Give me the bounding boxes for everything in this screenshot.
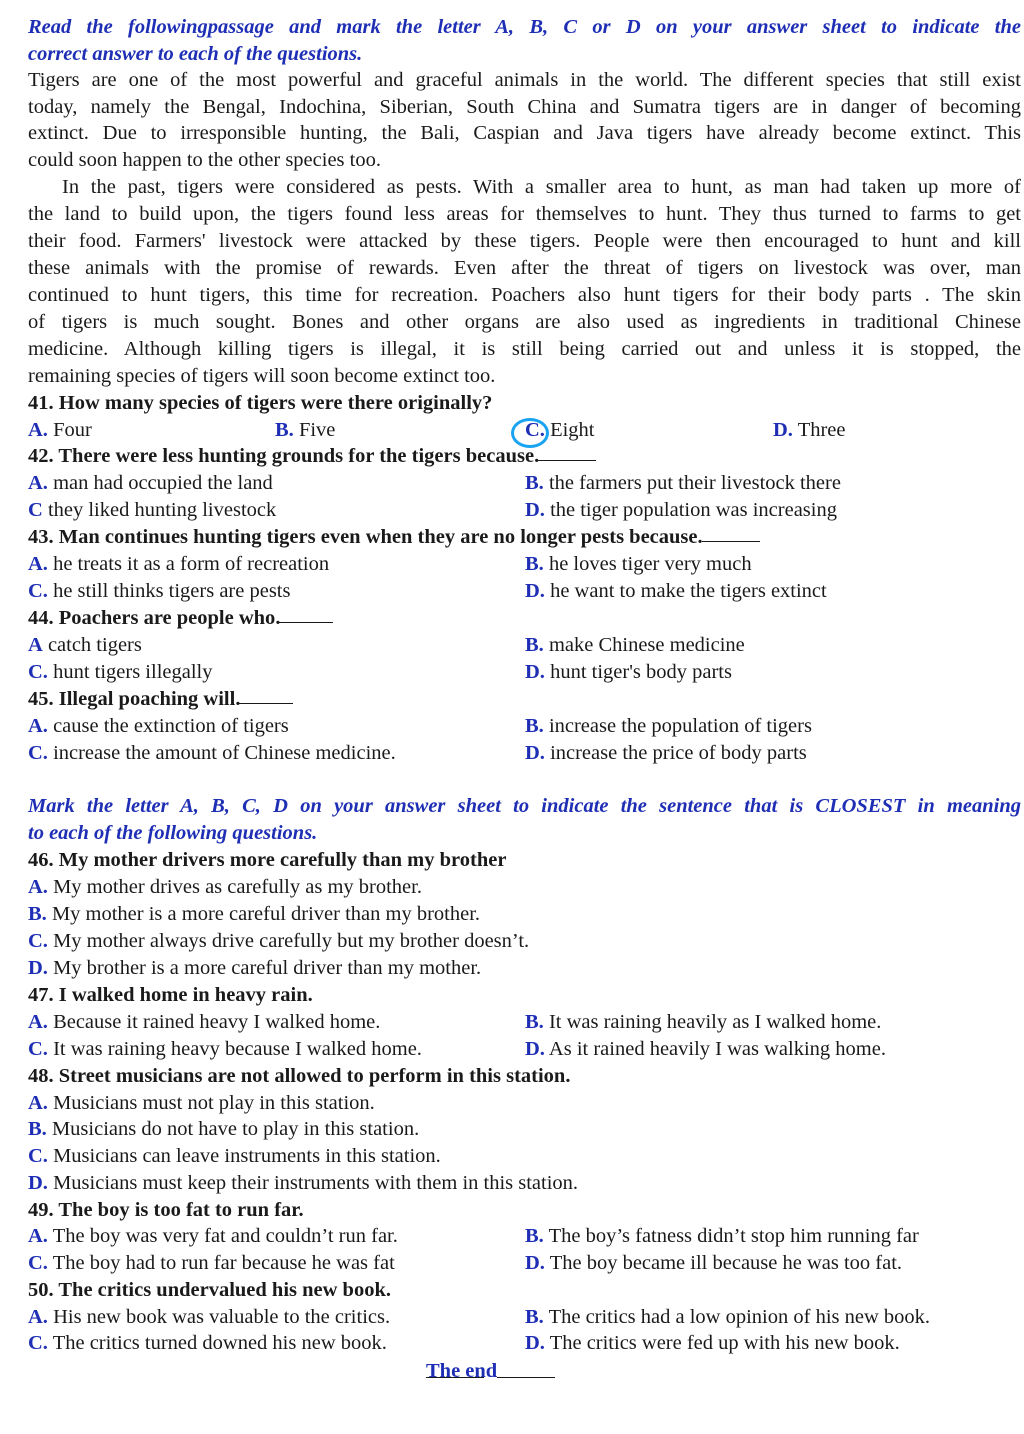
question-46-option-b[interactable]: B. My mother is a more careful driver than my brother.: [28, 903, 481, 925]
option-b[interactable]: B. Five: [275, 419, 336, 441]
question-44: 44. Poachers are people who .: [0, 605, 1024, 632]
question-48-option-c[interactable]: C. Musicians can leave instruments in this station.: [28, 1145, 441, 1167]
question-42: 42. There were less hunting grounds for the tigers because .: [0, 443, 1024, 470]
option-b[interactable]: B. increase the population of tigers: [525, 715, 812, 737]
question-47-options-row-2: [0, 1036, 1024, 1063]
closest-instruction-line-2: to each of the following questions.: [28, 822, 318, 844]
option-c[interactable]: C. The boy had to run far because he was fat: [28, 1252, 395, 1274]
question-41: 41. How many species of tigers were there originally?: [28, 392, 493, 414]
passage-line: could soon happen to the other species too.: [28, 149, 381, 171]
reading-instruction-line-2: correct answer to each of the questions.: [28, 43, 363, 65]
question-46-option-a[interactable]: A. My mother drives as carefully as my brother.: [28, 876, 422, 898]
option-a[interactable]: A. The boy was very fat and couldn’t run far.: [28, 1225, 398, 1247]
option-c[interactable]: C. he still thinks tigers are pests: [28, 580, 291, 602]
option-d[interactable]: D. the tiger population was increasing: [525, 499, 837, 521]
question-43-options-row-1: [0, 551, 1024, 578]
reading-instruction-line-1: Read the followingpassage and mark the letter A, B, C or D on your answer sheet to indicate the: [28, 16, 1021, 38]
question-44-options-row-1: [0, 632, 1024, 659]
question-49-options-row-2: [0, 1250, 1024, 1277]
question-48-option-a[interactable]: A. Musicians must not play in this station.: [28, 1092, 375, 1114]
option-c[interactable]: C. The critics turned downed his new book.: [28, 1332, 387, 1354]
question-49: 49. The boy is too fat to run far.: [28, 1199, 304, 1221]
option-b[interactable]: B. The critics had a low opinion of his new book.: [525, 1306, 931, 1328]
option-a[interactable]: A. cause the extinction of tigers: [28, 715, 289, 737]
option-a[interactable]: A catch tigers: [28, 634, 142, 656]
passage-line: extinct. Due to irresponsible hunting, the Bali, Caspian and Java tigers have already become extinct. This: [28, 122, 1021, 144]
question-45-options-row-2: [0, 740, 1024, 767]
question-46-option-d[interactable]: D. My brother is a more careful driver than my mother.: [28, 957, 482, 979]
passage-line: of tigers is much sought. Bones and other organs are also used as ingredients in traditional Chinese: [28, 311, 1021, 333]
option-c[interactable]: C. increase the amount of Chinese medicine.: [28, 742, 396, 764]
question-50-options-row-2: [0, 1330, 1024, 1357]
option-c[interactable]: C they liked hunting livestock: [28, 499, 277, 521]
passage-line: continued to hunt tigers, this time for recreation. Poachers also hunt tigers for their body parts . The skin: [28, 284, 1021, 306]
question-43-options-row-2: [0, 578, 1024, 605]
option-b[interactable]: B. make Chinese medicine: [525, 634, 745, 656]
question-42-options-row-2: [0, 497, 1024, 524]
passage-line: the land to build upon, the tigers found less areas for themselves to hunt. They thus turned to farms to get: [28, 203, 1021, 225]
option-b[interactable]: B. It was raining heavily as I walked home.: [525, 1011, 882, 1033]
option-d[interactable]: D. he want to make the tigers extinct: [525, 580, 827, 602]
question-50-options-row-1: [0, 1304, 1024, 1331]
question-47: 47. I walked home in heavy rain.: [28, 984, 313, 1006]
option-a[interactable]: A. His new book was valuable to the critics.: [28, 1306, 391, 1328]
question-45: 45. Illegal poaching will .: [0, 686, 1024, 713]
question-48: 48. Street musicians are not allowed to perform in this station.: [28, 1065, 571, 1087]
option-c[interactable]: C. Eight: [525, 419, 595, 441]
question-48-option-d[interactable]: D. Musicians must keep their instruments with them in this station.: [28, 1172, 579, 1194]
question-46: 46. My mother drivers more carefully than my brother: [28, 849, 507, 871]
option-b[interactable]: B. The boy’s fatness didn’t stop him running far: [525, 1225, 919, 1247]
closest-instruction-line-1: Mark the letter A, B, C, D on your answer sheet to indicate the sentence that is CLOSEST in meaning: [28, 795, 1021, 817]
option-a[interactable]: A. Four: [28, 419, 92, 441]
question-45-options-row-1: [0, 713, 1024, 740]
footer-the-end: The end: [0, 1358, 1024, 1385]
question-46-option-c[interactable]: C. My mother always drive carefully but my brother doesn’t.: [28, 930, 530, 952]
question-43: 43. Man continues hunting tigers even when they are no longer pests because .: [0, 524, 1024, 551]
passage-line: medicine. Although killing tigers is illegal, it is still being carried out and unless it is stopped, the: [28, 338, 1021, 360]
option-c[interactable]: C. hunt tigers illegally: [28, 661, 213, 683]
question-47-options-row-1: [0, 1009, 1024, 1036]
option-a[interactable]: A. Because it rained heavy I walked home.: [28, 1011, 381, 1033]
option-d[interactable]: D. As it rained heavily I was walking home.: [525, 1038, 886, 1060]
option-b[interactable]: B. he loves tiger very much: [525, 553, 752, 575]
passage-line: In the past, tigers were considered as pests. With a smaller area to hunt, as man had taken up more of: [62, 176, 1021, 198]
option-a[interactable]: A. man had occupied the land: [28, 472, 273, 494]
option-c[interactable]: C. It was raining heavy because I walked home.: [28, 1038, 422, 1060]
passage-line: today, namely the Bengal, Indochina, Siberian, South China and Sumatra tigers are in danger of becoming: [28, 96, 1021, 118]
passage-line: remaining species of tigers will soon become extinct too.: [28, 365, 496, 387]
passage-line: Tigers are one of the most powerful and graceful animals in the world. The different species that still exist: [28, 69, 1021, 91]
question-48-option-b[interactable]: B. Musicians do not have to play in this station.: [28, 1118, 420, 1140]
option-d[interactable]: D. The critics were fed up with his new book.: [525, 1332, 900, 1354]
question-42-options-row-1: [0, 470, 1024, 497]
option-d[interactable]: D. increase the price of body parts: [525, 742, 807, 764]
question-50: 50. The critics undervalued his new book.: [28, 1279, 391, 1301]
option-d[interactable]: D. hunt tiger's body parts: [525, 661, 732, 683]
passage-line: these animals with the promise of rewards. Even after the threat of tigers on livestock was over, man: [28, 257, 1021, 279]
option-d[interactable]: D. The boy became ill because he was too fat.: [525, 1252, 903, 1274]
option-d[interactable]: D. Three: [773, 419, 846, 441]
option-b[interactable]: B. the farmers put their livestock there: [525, 472, 841, 494]
question-49-options-row-1: [0, 1223, 1024, 1250]
option-a[interactable]: A. he treats it as a form of recreation: [28, 553, 330, 575]
question-44-options-row-2: [0, 659, 1024, 686]
passage-line: their food. Farmers' livestock were attacked by these tigers. People were then encouraged to hunt and kill: [28, 230, 1021, 252]
